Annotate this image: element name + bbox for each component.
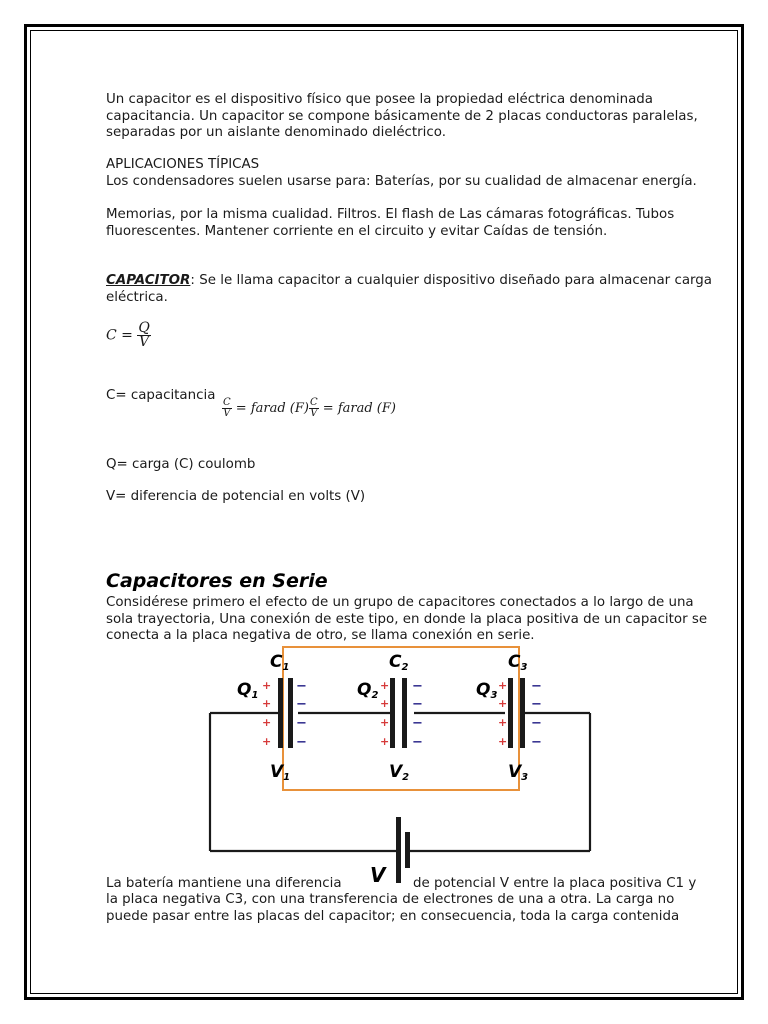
bateria-text-part-2: de potencial V entre la placa positiva C1 y: [413, 876, 697, 891]
capacitor-1-plate-positive: [278, 678, 283, 748]
charge-2-label: Q2: [357, 680, 379, 701]
capacitance-formula: [106, 322, 151, 349]
voltage-1-label: V1: [270, 762, 291, 783]
svg-text:+: +: [498, 679, 508, 692]
voltage-3-label: V3: [508, 762, 529, 783]
battery-voltage-label: V: [370, 863, 386, 887]
svg-text:−: −: [531, 735, 542, 750]
serie-paragraph: Considérese primero el efecto de un grupo de capacitores conectados a lo largo de una sola trayectoria, Una conexión de este tipo, en donde la placa positiva de un capacitor se conecta a la placa negativa de otro, se llama conexión en serie.: [106, 595, 708, 643]
unit-formula-1-den: V: [223, 408, 231, 419]
capacitor-3-plate-positive: [508, 678, 513, 748]
battery-short-plate: [405, 832, 410, 868]
svg-text:+: +: [498, 697, 508, 710]
svg-text:+: +: [262, 716, 272, 729]
svg-text:+: +: [380, 735, 390, 748]
capacitor-term: CAPACITOR: [106, 273, 191, 288]
svg-text:−: −: [412, 697, 423, 712]
svg-text:−: −: [296, 735, 307, 750]
intro-paragraph: Un capacitor es el dispositivo físico que posee la propiedad eléctrica denominada capacitancia. Un capacitor se compone básicamente de 2 placas conductoras paralelas, separadas por un aislante denominado dieléctrico.: [106, 92, 698, 140]
unit-formula-2-num: C: [310, 397, 318, 408]
series-circuit-diagram: [0, 640, 768, 900]
battery-long-plate: [396, 817, 401, 883]
serie-heading: Capacitores en Serie: [106, 570, 328, 592]
definition-v: V= diferencia de potencial en volts (V): [106, 489, 366, 504]
svg-text:+: +: [262, 679, 272, 692]
unit-formula-2-rhs: = farad (F): [322, 401, 396, 416]
svg-text:−: −: [412, 679, 423, 694]
aplicaciones-line-1: Los condensadores suelen usarse para: Baterías, por su cualidad de almacenar energía.: [106, 174, 697, 189]
svg-text:−: −: [412, 735, 423, 750]
capacitor-1-label: C1: [270, 652, 290, 673]
svg-text:+: +: [380, 697, 390, 710]
unit-formula-1-num: C: [223, 397, 231, 408]
formula-lhs: C =: [106, 327, 133, 344]
capacitor-definition: [106, 273, 712, 306]
svg-text:+: +: [380, 716, 390, 729]
bateria-text-part-1: La batería mantiene una diferencia: [106, 876, 342, 891]
svg-text:−: −: [412, 716, 423, 731]
charge-3-label: Q3: [476, 680, 498, 701]
unit-formula-2: [309, 398, 396, 419]
unit-formula-2-den: V: [310, 408, 318, 419]
svg-text:+: +: [380, 679, 390, 692]
capacitor-3-label: C3: [508, 652, 528, 673]
bateria-text-rest: la placa negativa C3, con una transferencia de electrones de una a otra. La carga no puede pasar entre las placas del capacitor; en consecuencia, toda la carga contenida: [106, 892, 680, 924]
svg-text:−: −: [531, 679, 542, 694]
capacitor-2-plate-negative: [402, 678, 407, 748]
aplicaciones-line-2: Memorias, por la misma cualidad. Filtros. El flash de Las cámaras fotográficas. Tubos fluorescentes. Mantener corriente en el circuito y evitar Caídas de tensión.: [106, 207, 675, 239]
svg-text:+: +: [262, 735, 272, 748]
capacitor-2-label: C2: [389, 652, 409, 673]
aplicaciones-heading: APLICACIONES TÍPICAS: [106, 157, 260, 172]
svg-text:−: −: [296, 697, 307, 712]
capacitor-definition-text: : Se le llama capacitor a cualquier dispositivo diseñado para almacenar carga eléctrica.: [106, 273, 712, 305]
unit-formula-1: [222, 398, 309, 419]
svg-text:−: −: [531, 716, 542, 731]
svg-text:+: +: [498, 716, 508, 729]
unit-formula-1-rhs: = farad (F): [235, 401, 309, 416]
charge-1-label: Q1: [237, 680, 259, 701]
capacitor-3-plate-negative: [520, 678, 525, 748]
capacitor-2-plate-positive: [390, 678, 395, 748]
definition-q: Q= carga (C) coulomb: [106, 457, 256, 472]
svg-text:+: +: [262, 697, 272, 710]
formula-numerator: Q: [138, 320, 150, 336]
svg-text:+: +: [498, 735, 508, 748]
formula-denominator: V: [139, 334, 150, 350]
svg-text:−: −: [296, 679, 307, 694]
capacitor-1-plate-negative: [288, 678, 293, 748]
definition-c: C= capacitancia: [106, 388, 216, 403]
voltage-2-label: V2: [389, 762, 410, 783]
svg-text:−: −: [296, 716, 307, 731]
svg-text:−: −: [531, 697, 542, 712]
